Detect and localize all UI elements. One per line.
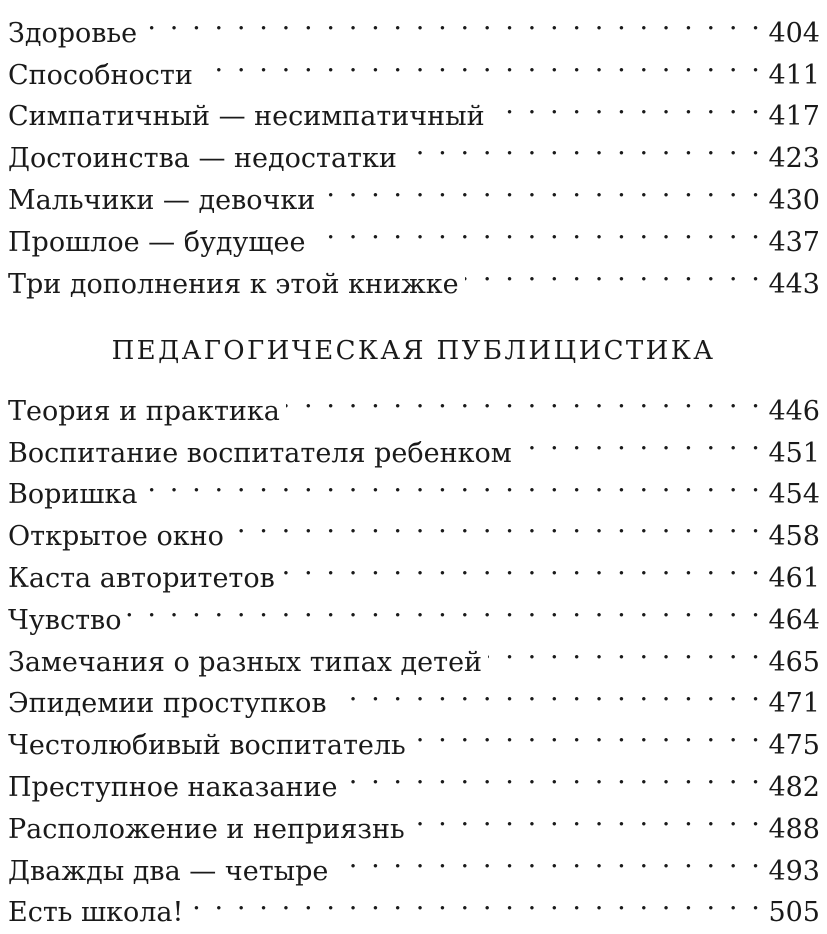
toc-entry-page-number: 475 xyxy=(768,730,820,762)
toc-entry-title: Замечания о разных типах детей xyxy=(8,646,483,678)
toc-entry xyxy=(8,587,820,636)
toc-entry-page-number: 451 xyxy=(768,437,820,469)
toc-entry-title: Достоинства — недостатки xyxy=(8,143,397,175)
toc-entry-page-number: 488 xyxy=(768,813,820,845)
toc-entry-page-number: 417 xyxy=(768,101,820,133)
toc-entry-title: Прошлое — будущее xyxy=(8,226,306,258)
dot-leader xyxy=(189,880,762,922)
dot-leader xyxy=(412,712,763,754)
dot-leader xyxy=(286,378,763,420)
dot-leader xyxy=(518,420,763,462)
toc-entry xyxy=(8,0,820,49)
dot-leader xyxy=(199,42,763,84)
toc-entry-title: Симпатичный — несимпатичный xyxy=(8,101,485,133)
dot-leader xyxy=(311,209,762,251)
dot-leader xyxy=(411,796,763,838)
toc-entry-title: Дважды два — четыре xyxy=(8,855,329,887)
section-heading: ПЕДАГОГИЧЕСКАЯ ПУБЛИЦИСТИКА xyxy=(111,336,716,366)
toc-entry-title: Три дополнения к этой книжке xyxy=(8,268,459,300)
toc-entry-page-number: 464 xyxy=(768,604,820,636)
toc-entry-title: Эпидемии проступков xyxy=(8,688,327,720)
toc-entry-page-number: 443 xyxy=(768,268,820,300)
dot-leader xyxy=(281,545,763,587)
toc-entry-title: Способности xyxy=(8,59,193,91)
toc-entry-page-number: 471 xyxy=(768,688,820,720)
toc-entry xyxy=(8,629,820,678)
toc-entry xyxy=(8,378,820,427)
toc-entry-page-number: 493 xyxy=(768,855,820,887)
dot-leader xyxy=(488,629,762,671)
toc-list-top xyxy=(8,0,820,300)
toc-entry-title: Каста авторитетов xyxy=(8,562,275,594)
toc-entry-page-number: 446 xyxy=(768,395,820,427)
toc-entry-page-number: 458 xyxy=(768,521,820,553)
toc-entry-title: Есть школа! xyxy=(8,897,184,929)
toc-list-section xyxy=(8,378,820,929)
dot-leader xyxy=(334,838,762,880)
toc-entry-page-number: 505 xyxy=(768,897,820,929)
toc-entry-page-number: 437 xyxy=(768,226,820,258)
dot-leader xyxy=(143,462,762,504)
toc-entry-title: Теория и практика xyxy=(8,395,280,427)
toc-entry-title: Воспитание воспитателя ребенком xyxy=(8,437,512,469)
toc-entry-title: Чувство xyxy=(8,604,122,636)
dot-leader xyxy=(230,503,763,545)
toc-entry-title: Здоровье xyxy=(8,17,138,49)
toc-entry-page-number: 465 xyxy=(768,646,820,678)
toc-entry-page-number: 423 xyxy=(768,143,820,175)
dot-leader xyxy=(403,125,763,167)
toc-entry-page-number: 430 xyxy=(768,184,820,216)
toc-entry-page-number: 482 xyxy=(768,771,820,803)
dot-leader xyxy=(343,754,762,796)
dot-leader xyxy=(465,251,763,293)
toc-entry-page-number: 404 xyxy=(768,17,820,49)
toc-entry-title: Расположение и неприязнь xyxy=(8,813,405,845)
toc-entry-title: Преступное наказание xyxy=(8,771,338,803)
toc-entry-title: Открытое окно xyxy=(8,521,224,553)
toc-entry-page-number: 411 xyxy=(768,59,820,91)
toc-entry-title: Воришка xyxy=(8,479,138,511)
dot-leader xyxy=(127,587,762,629)
toc-entry-title: Мальчики — девочки xyxy=(8,184,316,216)
toc-entry-page-number: 454 xyxy=(768,479,820,511)
toc-entry-page-number: 461 xyxy=(768,562,820,594)
dot-leader xyxy=(321,167,762,209)
dot-leader xyxy=(143,0,762,42)
dot-leader xyxy=(491,84,763,126)
dot-leader xyxy=(333,671,763,713)
toc-entry-title: Честолюбивый воспитатель xyxy=(8,730,406,762)
